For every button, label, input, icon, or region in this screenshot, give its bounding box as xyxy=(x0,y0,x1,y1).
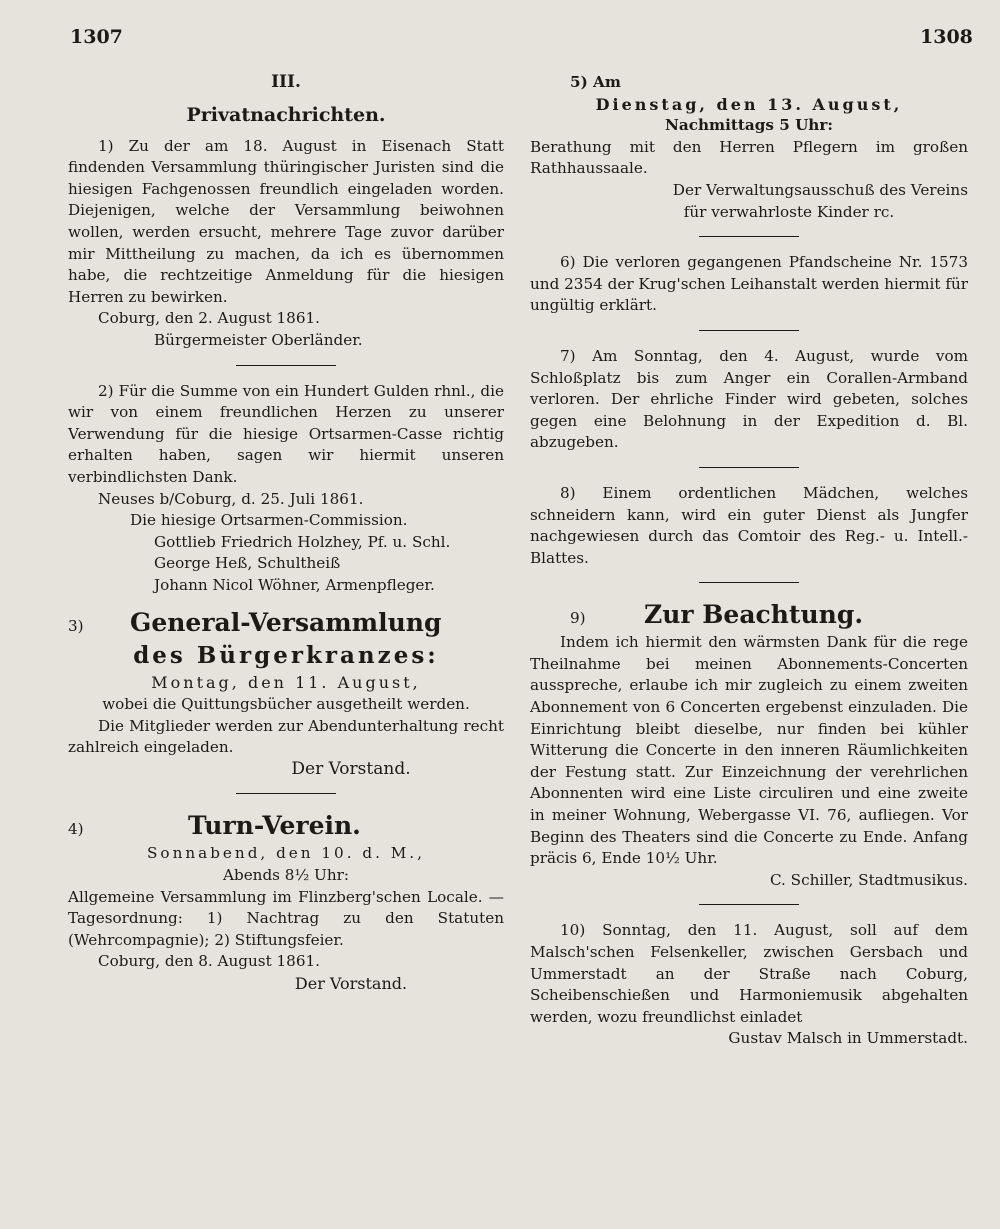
notice-2-name-2: George Heß, Schultheiß xyxy=(154,554,341,573)
notice-1-text: 1) Zu der am 18. August in Eisenach Statt findenden Versammlung thüringischer Juristen sind die hiesigen Fachgenossen freundlich eingeladen worden. Diejenigen, welche der Versammlung beiwohnen wollen, werden ersucht, mehrere Tage zuvor darüber mir Mittheilung zu machen, da ich es übernommen habe, die rechtzeitige Anmeldung für die hiesigen Herren zu bewirken. xyxy=(68,136,504,306)
notice-4-title: Turn-Verein. xyxy=(188,811,361,841)
notice-8-text: 8) Einem ordentlichen Mädchen, welches schneidern kann, wird ein guter Dienst als Jungfer nachgewiesen durch das Comtoir des Reg.- u. Intell.-Blattes. xyxy=(530,483,968,567)
notice-4-number: 4) xyxy=(68,820,84,839)
notice-2-name-1: Gottlieb Friedrich Holzhey, Pf. u. Schl. xyxy=(154,532,451,551)
notice-10-signature: Gustav Malsch in Ummerstadt. xyxy=(728,1029,968,1048)
notice-3-title: General-Versammlung xyxy=(130,608,442,638)
notice-1 xyxy=(68,136,504,352)
notice-4-text: Allgemeine Versammlung im Flinzberg'schen Locale. — Tagesordnung: 1) Nachtrag zu den Statuten (Wehrcompagnie); 2) Stiftungsfeier. xyxy=(68,887,504,949)
notice-4 xyxy=(68,809,504,994)
notice-3-text: Die Mitglieder werden zur Abendunterhaltung recht zahlreich eingeladen. xyxy=(68,716,504,757)
notice-9-title: Zur Beachtung. xyxy=(644,600,864,630)
divider xyxy=(699,582,799,583)
notice-3 xyxy=(68,606,504,780)
notice-6-text: 6) Die verloren gegangenen Pfandscheine Nr. 1573 und 2354 der Krug'schen Leihanstalt werden hiermit für ungültig erklärt. xyxy=(530,253,968,315)
divider xyxy=(236,365,336,366)
notice-5-text: Berathung mit den Herren Pflegern im großen Rathhaussaale. xyxy=(530,137,968,178)
notice-4-place: Coburg, den 8. August 1861. xyxy=(98,952,320,971)
divider xyxy=(699,467,799,468)
section-number: III. xyxy=(271,72,301,92)
divider xyxy=(699,330,799,331)
notice-5 xyxy=(530,72,968,223)
notice-10 xyxy=(530,920,968,1050)
notice-3-line: wobei die Quittungsbücher ausgetheilt werden. xyxy=(102,695,470,714)
notice-1-signature: Bürgermeister Oberländer. xyxy=(154,330,363,349)
notice-3-signature: Der Vorstand. xyxy=(291,758,411,779)
notice-4-time: Abends 8½ Uhr: xyxy=(223,866,349,885)
notice-2 xyxy=(68,381,504,597)
divider xyxy=(699,904,799,905)
page-number-right: 1308 xyxy=(920,26,973,48)
notice-2-place: Neuses b/Coburg, d. 25. Juli 1861. xyxy=(98,489,364,508)
notice-9-signature: C. Schiller, Stadtmusikus. xyxy=(769,870,968,889)
right-column xyxy=(530,72,968,1050)
notice-9-text: Indem ich hiermit den wärmsten Dank für die rege Theilnahme bei meinen Abonnements-Concerten ausspreche, erlaube ich mir zugleich zu einem zweiten Abonnement von 6 Concerten ergebenst einzuladen. Die Einrichtung bleibt dieselbe, nur finden bei kühler Witterung die Concerte in den inneren Räumlichkeiten der Festung statt. Zur Einzeichnung der verehrlichen Abonnenten wird eine Liste circuliren und eine zweite in meiner Wohnung, Webergasse VI. 76, aufliegen. Vor Beginn des Theaters sind die Concerte zu Ende. Anfang präcis 6, Ende 10½ Uhr. xyxy=(530,633,968,868)
notice-5-date: Dienstag, den 13. August, xyxy=(595,94,903,114)
left-column xyxy=(68,72,504,995)
notice-9 xyxy=(530,598,968,891)
divider xyxy=(236,793,336,794)
page-number-left: 1307 xyxy=(70,26,123,48)
notice-9-number: 9) xyxy=(570,609,586,628)
section-title: Privatnachrichten. xyxy=(186,103,386,126)
notice-7-text: 7) Am Sonntag, den 4. August, wurde vom Schloßplatz bis zum Anger ein Corallen-Armband verloren. Der ehrliche Finder wird gebeten, solches gegen eine Belohnung in der Expedition d. Bl. abzugeben. xyxy=(530,346,968,452)
notice-5-signature-2: für verwahrloste Kinder rc. xyxy=(683,202,895,221)
notice-3-subtitle: des Bürgerkranzes: xyxy=(133,642,439,670)
notice-5-time: Nachmittags 5 Uhr: xyxy=(665,116,833,135)
notice-5-head: 5) Am xyxy=(570,73,621,91)
notice-5-signature-1: Der Verwaltungsausschuß des Vereins xyxy=(672,180,968,199)
notice-4-signature: Der Vorstand. xyxy=(294,974,408,993)
notice-10-text: 10) Sonntag, den 11. August, soll auf dem Malsch'schen Felsenkeller, zwischen Gersbach und Ummerstadt an der Straße nach Coburg, Scheibenschießen und Harmoniemusik abgehalten werden, wozu freundlichst einladet xyxy=(530,921,968,1026)
notice-2-org: Die hiesige Ortsarmen-Commission. xyxy=(130,511,408,530)
divider xyxy=(699,236,799,237)
notice-2-name-3: Johann Nicol Wöhner, Armenpfleger. xyxy=(154,575,435,594)
notice-3-number: 3) xyxy=(68,617,84,636)
notice-2-text: 2) Für die Summe von ein Hundert Gulden rhnl., die wir von einem freundlichen Herzen zu unserer Verwendung für die hiesige Ortsarmen-Casse richtig erhalten haben, sagen wir hiermit unseren verbindlichsten Dank. xyxy=(68,381,504,486)
notice-3-date: Montag, den 11. August, xyxy=(151,673,421,693)
notice-1-place: Coburg, den 2. August 1861. xyxy=(98,309,320,328)
notice-4-date: Sonnabend, den 10. d. M., xyxy=(147,844,425,863)
